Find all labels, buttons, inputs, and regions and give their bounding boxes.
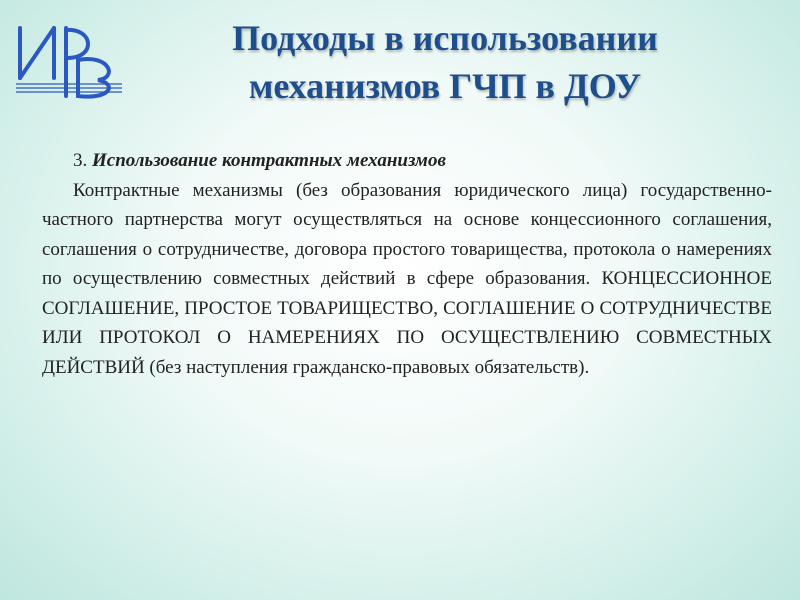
section-heading (42, 146, 772, 176)
section-heading-text: Использование контрактных механизмов (92, 150, 446, 171)
title-line-1: Подходы в использовании (232, 18, 658, 58)
title-line-2: механизмов ГЧП в ДОУ (248, 66, 642, 106)
ipv-logo-icon (14, 18, 124, 100)
section-paragraph: Контрактные механизмы (без образования юридического лица) государственно-частного партнерства могут осуществляться на основе концессионного соглашения, соглашения о сотрудничестве, договора простого товарищества, протокола о намерениях по осуществлению совместных действий в сфере образования. КОНЦЕССИОННОЕ СОГЛАШЕНИЕ, ПРОСТОЕ ТОВАРИЩЕСТВО, СОГЛАШЕНИЕ О СОТРУДНИЧЕСТВЕ ИЛИ ПРОТОКОЛ О НАМЕРЕНИЯХ ПО ОСУЩЕСТВЛЕНИЮ СОВМЕСТНЫХ ДЕЙСТВИЙ (без наступления гражданско-правовых обязательств). (42, 179, 772, 378)
slide-body (42, 146, 772, 382)
section-number: 3. (73, 150, 88, 171)
page-title (150, 14, 740, 110)
